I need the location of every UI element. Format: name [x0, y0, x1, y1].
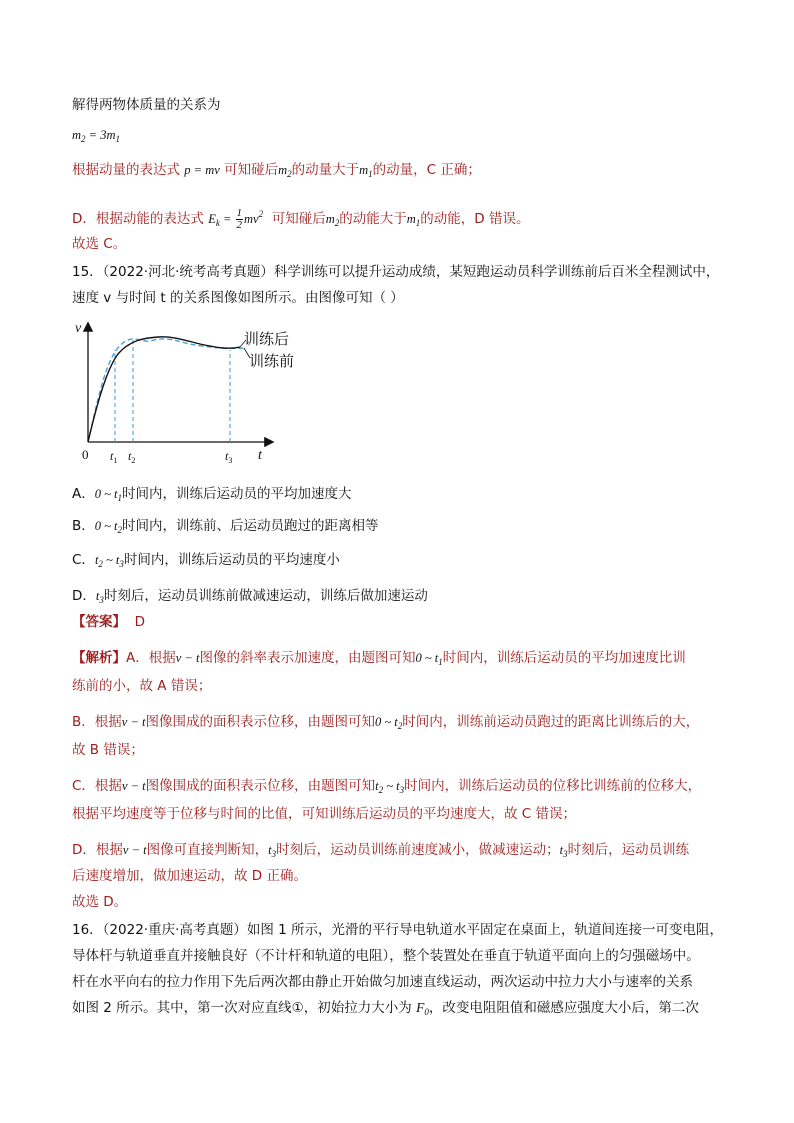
mass-equation: $m_2 = 3m_1$ [72, 128, 120, 144]
option-b: B．0 ~ $t_2$时间内，训练前、后运动员跑过的距离相等 [72, 518, 379, 535]
option-a: A．0 ~ $t_1$时间内，训练后运动员的平均加速度大 [72, 486, 352, 503]
analysis-d-line-2: 后速度增加，做加速运动，故 D 正确。 [72, 868, 307, 884]
q16-line-2: 导体杆与轨道垂直并接触良好（不计杆和轨道的电阻），整个装置处在垂直于轨道平面向上的匀强磁场中。 [72, 948, 700, 964]
prev-pick: 故选 C。 [72, 236, 127, 252]
t3-label: $t_3$ [225, 449, 233, 465]
answer-line [72, 612, 145, 632]
analysis-b-line-2: 故 B 错误； [72, 742, 144, 758]
origin-label: 0 [82, 447, 89, 462]
answer-tag: 【答案】 [72, 614, 126, 630]
answer-value: D [134, 614, 145, 630]
q16-line-4: 如图 2 所示。其中，第一次对应直线①，初始拉力大小为 $F_0$，改变电阻阻值和磁感应强度大小后，第二次 [72, 1000, 699, 1017]
option-c: C．$t_2$ ~ $t_3$时间内，训练后运动员的平均速度小 [72, 552, 340, 569]
analysis-a-line-1: 【解析】A．根据v − t图像的斜率表示加速度，由题图可知0 ~ $t_1$时间内，训练后运动员的平均加速度比训 [72, 650, 686, 667]
analysis-a-line-2: 练前的小，故 A 错误； [72, 678, 212, 694]
t-axis-label: t [258, 448, 262, 463]
q15-stem-2: 速度 v 与时间 t 的关系图像如图所示。由图像可知（ ） [72, 290, 404, 306]
t2-label: $t_2$ [128, 449, 136, 465]
v-axis-label: v [75, 321, 82, 336]
option-d: D．$t_3$时刻后，运动员训练前做减速运动，训练后做加速运动 [72, 588, 428, 605]
label-before-training: 训练前 [249, 352, 295, 370]
q16-line-1: 16．（2022·重庆·高考真题）如图 1 所示，光滑的平行导电轨道水平固定在桌面上，轨道间连接一可变电阻， [72, 922, 724, 938]
q16-line-3: 杆在水平向右的拉力作用下先后两次都由静止开始做匀加速直线运动，两次运动中拉力大小与速率的关系 [72, 974, 693, 990]
curve-before-training [88, 339, 244, 442]
analysis-b-line-1: B．根据v − t图像围成的面积表示位移，由题图可知0 ~ $t_2$时间内，训练前运动员跑过的距离比训练后的大， [72, 714, 700, 731]
q15-pick: 故选 D。 [72, 894, 128, 910]
q15-stem-1: 15．（2022·河北·统考高考真题）科学训练可以提升运动成绩，某短跑运动员科学训练前后百米全程测试中， [72, 264, 720, 280]
prev-line-1: 解得两物体质量的关系为 [72, 97, 221, 113]
momentum-line: 根据动量的表达式 p = mv 可知碰后$m_2$的动量大于$m_1$的动量，C 正确； [72, 162, 481, 179]
vt-graph-figure [72, 318, 312, 468]
label-after-training: 训练后 [244, 330, 290, 348]
analysis-c-line-2: 根据平均速度等于位移与时间的比值，可知训练后运动员的平均速度大，故 C 错误； [72, 806, 577, 822]
analysis-c-line-1: C．根据v − t图像围成的面积表示位移，由题图可知$t_2$ ~ $t_3$时间内，训练后运动员的位移比训练前的位移大， [72, 778, 702, 795]
analysis-d-line-1: D．根据v − t图像可直接判断知，$t_3$时刻后，运动员训练前速度减小，做减速运动；$t_3$时刻后，运动员训练 [72, 842, 690, 859]
kinetic-energy-line: D．根据动能的表达式 $E_k$ = $\frac{1}{2}$ $mv^2$ 可知碰后$m_2$的动能大于$m_1$的动能，D 错误。 [72, 206, 530, 231]
t1-label: $t_1$ [110, 449, 118, 465]
curve-after-training [88, 337, 240, 442]
